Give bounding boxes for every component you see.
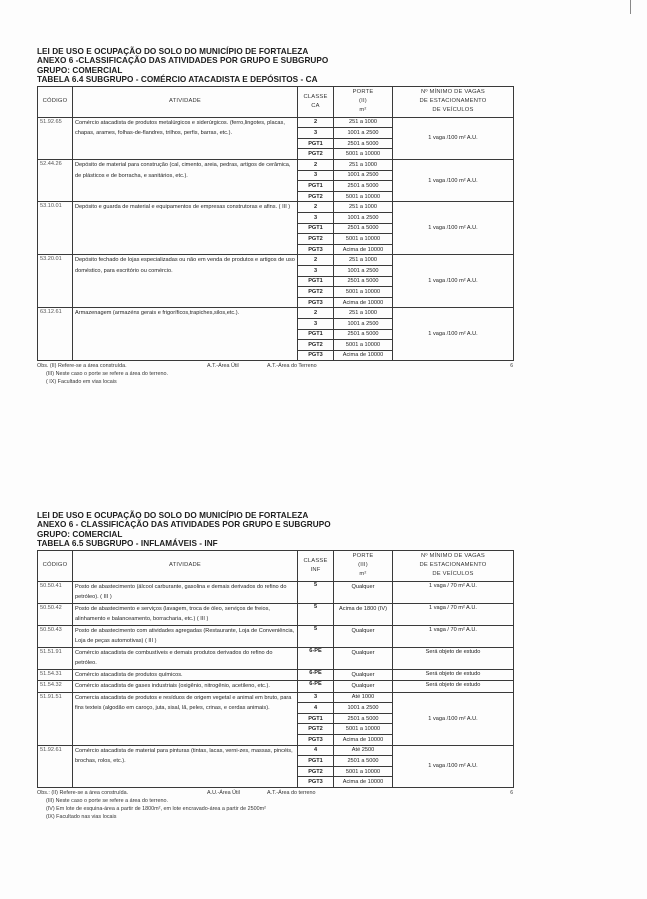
- class-cell: PGT3: [298, 350, 334, 361]
- header-activity: ATIVIDADE: [73, 86, 298, 117]
- porte-cell: 2501 a 5000: [334, 713, 393, 724]
- header-porte-l3: m²: [359, 107, 367, 114]
- header-class-l2: CA: [311, 102, 320, 109]
- porte-cell: 2501 a 5000: [334, 276, 393, 287]
- porte-cell: Acima de 10000: [334, 350, 393, 361]
- class-cell: PGT2: [298, 287, 334, 298]
- table-row: [38, 581, 514, 603]
- activity-description: Depósito de material para construção (cal, cimento, areia, pedras, artigos de cerâmica, de plásticos e de borracha, e sanitários, etc.).: [73, 160, 298, 202]
- page-number: 6: [510, 363, 513, 370]
- header-vagas-l1: Nº MÍNIMO DE VAGAS: [421, 553, 485, 560]
- obs-line-2: (III) Neste caso o porte se refere a área do terreno.: [46, 797, 168, 804]
- activity-code: 50.50.42: [38, 603, 73, 625]
- obs-area-terreno: A.T.-Área do terreno: [267, 789, 316, 796]
- activity-description: Depósito e guarda de material e equipamentos de empresas construtoras e afins. ( III ): [73, 202, 298, 255]
- porte-cell: 2501 a 5000: [334, 181, 393, 192]
- header-vagas-l1: Nº MÍNIMO DE VAGAS: [421, 89, 485, 96]
- doc-title: LEI DE USO E OCUPAÇÃO DO SOLO DO MUNICÍPIO DE FORTALEZA: [37, 511, 309, 520]
- porte-cell: Acima de 10000: [334, 735, 393, 746]
- table-row: [38, 308, 514, 319]
- porte-cell: Qualquer: [334, 647, 393, 669]
- page-number: 6: [510, 789, 513, 796]
- doc-title: LEI DE USO E OCUPAÇÃO DO SOLO DO MUNICÍPIO DE FORTALEZA: [37, 47, 309, 56]
- porte-cell: Qualquer: [334, 625, 393, 647]
- parking-requirement: Será objeto de estudo: [393, 681, 514, 693]
- table-row: [38, 647, 514, 669]
- parking-requirement: 1 vaga /100 m² A.U.: [393, 160, 514, 202]
- class-cell: PGT1: [298, 756, 334, 767]
- section-tabela-6-5: [37, 511, 513, 821]
- activity-table: [37, 550, 514, 788]
- class-cell: PGT2: [298, 234, 334, 245]
- table-row: [38, 692, 514, 703]
- class-cell: 3: [298, 212, 334, 223]
- header-class-l1: CLASSE: [303, 93, 328, 100]
- header-vagas-l3: DE VEÍCULOS: [432, 571, 474, 578]
- class-cell: PGT3: [298, 735, 334, 746]
- class-cell: 2: [298, 117, 334, 128]
- porte-cell: 2501 a 5000: [334, 223, 393, 234]
- header-class: [298, 550, 334, 581]
- activity-description: Posto de abastecimento (álcool carburante, gasolina e demais derivados do refino do petróleo). ( III ): [73, 581, 298, 603]
- header-code: CÓDIGO: [38, 550, 73, 581]
- parking-requirement: Será objeto de estudo: [393, 669, 514, 681]
- class-cell: 4: [298, 745, 334, 756]
- table-header-row: [38, 550, 514, 581]
- activity-description: Comércio atacadista de gases industriais (oxigênio, nitrogênio, acetileno, etc.).: [73, 681, 298, 693]
- porte-cell: 1001 a 2500: [334, 212, 393, 223]
- parking-requirement: 1 vaga / 70 m² A.U.: [393, 603, 514, 625]
- header-vagas-l3: DE VEÍCULOS: [432, 107, 474, 114]
- activity-description: Comércio atacadista de material para pinturas (tintas, lacas, verni-zes, massas, pincéis, brochas, rolos, etc.).: [73, 745, 298, 787]
- porte-cell: 1001 a 2500: [334, 318, 393, 329]
- parking-requirement: 1 vaga /100 m² A.U.: [393, 117, 514, 159]
- parking-requirement: Será objeto de estudo: [393, 647, 514, 669]
- header-porte-l1: PORTE: [352, 553, 374, 560]
- class-cell: 2: [298, 308, 334, 319]
- activity-description: Comércio atacadista de produtos metalúrgicos e siderúrgicos. (ferro,lingotes, placas, chapas, arames, folhas-de-flandres, trilhos, perfis, barras, etc.).: [73, 117, 298, 159]
- obs-line-3: ( IX) Facultado em vias locais: [46, 379, 117, 386]
- class-cell: 3: [298, 318, 334, 329]
- table-row: [38, 669, 514, 681]
- activity-description: Armazenagem (armazéns gerais e frigoríficos,trapiches,silos,etc.).: [73, 308, 298, 361]
- class-cell: PGT2: [298, 149, 334, 160]
- obs-line-3: (IV) Em lote de esquina-área a partir de 1800m², em lote encravado-área a partir de 2500m²: [46, 805, 266, 812]
- porte-cell: 5001 a 10000: [334, 149, 393, 160]
- class-cell: PGT1: [298, 138, 334, 149]
- obs-line-2: (III) Neste caso o porte se refere a área do terreno.: [46, 371, 168, 378]
- porte-cell: Até 2500: [334, 745, 393, 756]
- activity-code: 51.91.51: [38, 692, 73, 745]
- table-row: [38, 117, 514, 128]
- parking-requirement: 1 vaga /100 m² A.U.: [393, 692, 514, 745]
- observations: [37, 362, 513, 386]
- obs-area-terreno: A.T.-Área do Terreno: [267, 363, 317, 370]
- parking-requirement: 1 vaga / 70 m² A.U.: [393, 581, 514, 603]
- porte-cell: 2501 a 5000: [334, 756, 393, 767]
- class-cell: PGT2: [298, 724, 334, 735]
- class-cell: PGT2: [298, 340, 334, 351]
- group-title: GRUPO: COMERCIAL: [37, 529, 123, 539]
- porte-cell: 251 a 1000: [334, 160, 393, 171]
- class-cell: 3: [298, 692, 334, 703]
- header-porte-l3: m²: [359, 571, 367, 578]
- porte-cell: 5001 a 10000: [334, 766, 393, 777]
- parking-requirement: 1 vaga /100 m² A.U.: [393, 255, 514, 308]
- class-cell: 2: [298, 255, 334, 266]
- table-row: [38, 681, 514, 693]
- parking-requirement: 1 vaga /100 m² A.U.: [393, 202, 514, 255]
- table-title: TABELA 6.4 SUBGRUPO - COMÉRCIO ATACADISTA E DEPÓSITOS - CA: [37, 75, 318, 85]
- group-title: GRUPO: COMERCIAL: [37, 65, 123, 75]
- table-title: TABELA 6.5 SUBGRUPO - INFLAMÁVEIS - INF: [37, 539, 218, 549]
- porte-cell: Acima de 10000: [334, 297, 393, 308]
- obs-line-4: (IX) Facultado nas vias locais: [46, 813, 117, 820]
- table-row: [38, 255, 514, 266]
- porte-cell: 1001 a 2500: [334, 703, 393, 714]
- porte-cell: 5001 a 10000: [334, 724, 393, 735]
- class-cell: 3: [298, 128, 334, 139]
- table-row: [38, 625, 514, 647]
- header-vagas: [393, 550, 514, 581]
- scan-artifact: [630, 0, 631, 14]
- class-cell: PGT1: [298, 276, 334, 287]
- class-cell: PGT3: [298, 244, 334, 255]
- activity-description: Comercia atacadista de produtos e resíduos de origem vegetal e animal em bruto, para fins texteis (algodão em caroço, juta, sisal, lã, peles, crinas, e cerdas animais).: [73, 692, 298, 745]
- porte-cell: 1001 a 2500: [334, 265, 393, 276]
- class-cell: PGT1: [298, 329, 334, 340]
- class-cell: 3: [298, 265, 334, 276]
- header-vagas-l2: DE ESTACIONAMENTO: [419, 98, 487, 105]
- porte-cell: Qualquer: [334, 681, 393, 693]
- parking-requirement: 1 vaga /100 m² A.U.: [393, 308, 514, 361]
- header-class-l2: INF: [310, 566, 321, 573]
- porte-cell: 1001 a 2500: [334, 170, 393, 181]
- table-row: [38, 603, 514, 625]
- activity-description: Comércio atacadista de produtos químicos.: [73, 669, 298, 681]
- activity-code: 51.54.32: [38, 681, 73, 693]
- porte-cell: 5001 a 10000: [334, 287, 393, 298]
- class-cell: 5: [298, 603, 334, 625]
- class-cell: 5: [298, 625, 334, 647]
- porte-cell: 5001 a 10000: [334, 191, 393, 202]
- header-class-l1: CLASSE: [303, 557, 328, 564]
- annex-title: ANEXO 6 -CLASSIFICAÇÃO DAS ATIVIDADES POR GRUPO E SUBGRUPO: [37, 56, 329, 66]
- porte-cell: Acima de 10000: [334, 244, 393, 255]
- class-cell: PGT1: [298, 181, 334, 192]
- activity-table: [37, 86, 514, 362]
- annex-title: ANEXO 6 - CLASSIFICAÇÃO DAS ATIVIDADES POR GRUPO E SUBGRUPO: [37, 520, 331, 530]
- class-cell: 2: [298, 202, 334, 213]
- activity-code: 63.12.61: [38, 308, 73, 361]
- class-cell: PGT1: [298, 713, 334, 724]
- obs-area-util: A.U.-Área Útil: [207, 789, 240, 796]
- porte-cell: Qualquer: [334, 581, 393, 603]
- class-cell: 6-PE: [298, 669, 334, 681]
- activity-code: 50.50.41: [38, 581, 73, 603]
- porte-cell: 251 a 1000: [334, 255, 393, 266]
- porte-cell: Até 1000: [334, 692, 393, 703]
- header-porte-l2: (III): [358, 562, 368, 569]
- table-header-row: [38, 86, 514, 117]
- activity-code: 52.44.26: [38, 160, 73, 202]
- header-class: [298, 86, 334, 117]
- porte-cell: 2501 a 5000: [334, 138, 393, 149]
- porte-cell: 251 a 1000: [334, 117, 393, 128]
- porte-cell: 251 a 1000: [334, 308, 393, 319]
- porte-cell: 5001 a 10000: [334, 234, 393, 245]
- class-cell: 5: [298, 581, 334, 603]
- class-cell: 2: [298, 160, 334, 171]
- porte-cell: Qualquer: [334, 669, 393, 681]
- class-cell: PGT1: [298, 223, 334, 234]
- activity-code: 50.50.43: [38, 625, 73, 647]
- activity-description: Posto de abastecimento e serviços (lavagem, troca de óleo, serviços de freios, alinhamento e balanceamento, borracharia, etc.) ( III ): [73, 603, 298, 625]
- header-vagas: [393, 86, 514, 117]
- header-activity: ATIVIDADE: [73, 550, 298, 581]
- activity-code: 53.10.01: [38, 202, 73, 255]
- header-vagas-l2: DE ESTACIONAMENTO: [419, 562, 487, 569]
- header-porte: [334, 550, 393, 581]
- class-cell: PGT3: [298, 777, 334, 788]
- table-row: [38, 745, 514, 756]
- header-porte-l1: PORTE: [352, 89, 374, 96]
- table-row: [38, 202, 514, 213]
- observations: [37, 789, 513, 821]
- class-cell: 3: [298, 170, 334, 181]
- obs-area-util: A.T.-Área Útil: [207, 363, 239, 370]
- header-code: CÓDIGO: [38, 86, 73, 117]
- table-row: [38, 160, 514, 171]
- class-cell: PGT2: [298, 766, 334, 777]
- class-cell: PGT3: [298, 297, 334, 308]
- activity-code: 51.92.65: [38, 117, 73, 159]
- activity-description: Comércio atacadista de combustíveis e demais produtos derivados do refino do petróleo.: [73, 647, 298, 669]
- header-porte-l2: (II): [359, 98, 367, 105]
- obs-line-1: Obs. (II) Refere-se a área construída.: [37, 363, 127, 370]
- porte-cell: Acima de 10000: [334, 777, 393, 788]
- porte-cell: Acima de 1800 (IV): [334, 603, 393, 625]
- activity-code: 51.92.61: [38, 745, 73, 787]
- class-cell: 6-PE: [298, 681, 334, 693]
- header-porte: [334, 86, 393, 117]
- porte-cell: 251 a 1000: [334, 202, 393, 213]
- porte-cell: 2501 a 5000: [334, 329, 393, 340]
- class-cell: PGT2: [298, 191, 334, 202]
- activity-code: 53.20.01: [38, 255, 73, 308]
- obs-line-1: Obs.: (II) Refere-se a área construída.: [37, 789, 129, 796]
- parking-requirement: 1 vaga / 70 m² A.U.: [393, 625, 514, 647]
- porte-cell: 1001 a 2500: [334, 128, 393, 139]
- class-cell: 6-PE: [298, 647, 334, 669]
- activity-description: Depósito fechado de lojas especializadas ou não em venda de produtos e artigos de uso doméstico, para escritório ou comércio.: [73, 255, 298, 308]
- section-tabela-6-4: [37, 47, 513, 386]
- porte-cell: 5001 a 10000: [334, 340, 393, 351]
- activity-description: Posto de abastecimento com atividades agregadas (Restaurante, Loja de Conveniência, Loja de peças automotivas) ( III ): [73, 625, 298, 647]
- class-cell: 4: [298, 703, 334, 714]
- parking-requirement: 1 vaga /100 m² A.U.: [393, 745, 514, 787]
- activity-code: 51.54.31: [38, 669, 73, 681]
- activity-code: 51.51.91: [38, 647, 73, 669]
